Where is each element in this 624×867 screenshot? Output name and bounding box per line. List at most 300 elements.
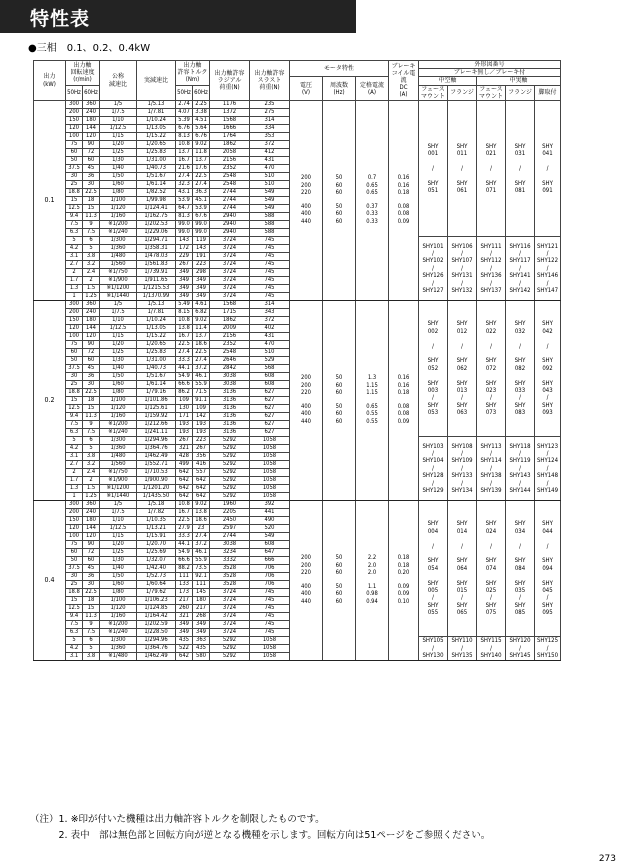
- table-cell: ※1/200: [100, 421, 137, 429]
- note-1: （注）1. ※印が付いた機種は出力軸許容トルクを制限したものです。: [30, 814, 325, 825]
- table-cell: 60: [83, 357, 100, 365]
- table-cell: 1/20: [100, 341, 137, 349]
- table-cell: 171: [176, 413, 193, 421]
- table-cell: 627: [250, 405, 290, 413]
- table-cell: 64.7: [176, 205, 193, 213]
- table-cell: 30: [83, 381, 100, 389]
- table-cell: 37.5: [66, 565, 83, 573]
- table-cell: 588: [250, 221, 290, 229]
- table-cell: 75: [66, 141, 83, 149]
- table-cell: 1/80: [100, 389, 137, 397]
- table-cell: 99.0: [176, 221, 193, 229]
- table-cell: 549: [250, 197, 290, 205]
- table-cell: 229: [176, 253, 193, 261]
- motor-spec: 200 200 220 400 400 440: [290, 101, 323, 301]
- table-cell: 642: [176, 493, 193, 501]
- table-cell: 1058: [250, 493, 290, 501]
- table-cell: 1/40.73: [137, 365, 176, 373]
- table-cell: 1/51.67: [137, 373, 176, 381]
- table-cell: 745: [250, 245, 290, 253]
- table-cell: 580: [193, 653, 210, 661]
- outline-number: SHY105 / SHY130: [419, 637, 448, 661]
- header-frequency: 周波数 (Hz): [323, 77, 356, 101]
- table-cell: 2156: [210, 333, 250, 341]
- table-cell: 1058: [250, 637, 290, 645]
- outline-number: SHY115 / SHY140: [477, 637, 506, 661]
- table-cell: 2744: [210, 197, 250, 205]
- table-cell: 1/160: [100, 413, 137, 421]
- table-cell: 1/160: [100, 613, 137, 621]
- table-cell: 2450: [210, 517, 250, 525]
- table-cell: 3.2: [83, 461, 100, 469]
- table-cell: 18.6: [193, 517, 210, 525]
- table-cell: 1/294.71: [137, 237, 176, 245]
- table-cell: 100: [66, 533, 83, 541]
- table-cell: 11.3: [83, 213, 100, 221]
- table-cell: 1/20.70: [137, 541, 176, 549]
- table-cell: 21.6: [176, 165, 193, 173]
- table-cell: 647: [250, 549, 290, 557]
- header-face-mount: フェース マウント: [419, 85, 448, 100]
- table-cell: 1/15: [100, 533, 137, 541]
- output-kw: 0.4: [34, 501, 66, 661]
- table-cell: 16.7: [176, 333, 193, 341]
- table-cell: 15: [66, 397, 83, 405]
- table-cell: 1764: [210, 133, 250, 141]
- table-cell: 300: [66, 501, 83, 509]
- table-cell: 3724: [210, 293, 250, 301]
- table-cell: 144: [83, 125, 100, 133]
- table-cell: 349: [193, 285, 210, 293]
- table-cell: 9.4: [66, 413, 83, 421]
- table-cell: 1058: [250, 469, 290, 477]
- table-cell: 12.5: [66, 205, 83, 213]
- table-cell: 1/25.83: [137, 349, 176, 357]
- table-cell: 109: [176, 397, 193, 405]
- header-brake-none: ブレーキ無し／ブレーキ付: [419, 69, 561, 77]
- table-cell: 2940: [210, 221, 250, 229]
- table-cell: 428: [176, 453, 193, 461]
- table-cell: 1/15.22: [137, 133, 176, 141]
- table-cell: 349: [176, 285, 193, 293]
- table-cell: 608: [250, 541, 290, 549]
- table-cell: 15: [66, 197, 83, 205]
- table-cell: 142: [193, 413, 210, 421]
- table-cell: 3528: [210, 581, 250, 589]
- table-cell: 2548: [210, 181, 250, 189]
- table-cell: 300: [66, 101, 83, 109]
- table-cell: 9: [83, 621, 100, 629]
- table-cell: 1/40: [100, 165, 137, 173]
- table-cell: 15: [83, 405, 100, 413]
- table-row: [34, 301, 561, 309]
- table-cell: 180: [193, 597, 210, 605]
- table-cell: 1/50: [100, 173, 137, 181]
- table-cell: 1/10.24: [137, 317, 176, 325]
- table-cell: ※1/1440: [100, 293, 137, 301]
- table-cell: 44.1: [176, 365, 193, 373]
- table-cell: 15: [83, 605, 100, 613]
- table-cell: 180: [83, 517, 100, 525]
- table-cell: 17.6: [193, 165, 210, 173]
- table-cell: 193: [176, 429, 193, 437]
- table-cell: 4.2: [66, 245, 83, 253]
- table-cell: 1058: [250, 645, 290, 653]
- table-cell: 745: [250, 629, 290, 637]
- table-cell: 349: [176, 621, 193, 629]
- table-cell: 275: [250, 109, 290, 117]
- output-kw: 0.1: [34, 101, 66, 301]
- table-cell: 44.1: [176, 541, 193, 549]
- table-cell: 143: [176, 237, 193, 245]
- outline-number: SHY123 / SHY124 / SHY148 / SHY149: [535, 437, 561, 501]
- table-cell: 1/100: [100, 397, 137, 405]
- table-cell: 3724: [210, 277, 250, 285]
- table-cell: 1/31.00: [137, 157, 176, 165]
- table-cell: 180: [83, 117, 100, 125]
- table-cell: 16.7: [176, 157, 193, 165]
- table-cell: 568: [250, 365, 290, 373]
- table-cell: 1/164.42: [137, 613, 176, 621]
- table-cell: 431: [250, 157, 290, 165]
- table-cell: 1/10: [100, 317, 137, 325]
- table-cell: 363: [193, 637, 210, 645]
- header-row: [34, 61, 561, 69]
- table-cell: ※1/750: [100, 269, 137, 277]
- motor-spec: 200 200 220 400 400 440: [290, 501, 323, 661]
- page-number: 273: [598, 854, 616, 864]
- table-cell: 86.2: [176, 389, 193, 397]
- table-cell: 50: [66, 157, 83, 165]
- table-cell: 1/20: [100, 541, 137, 549]
- table-cell: 267: [176, 261, 193, 269]
- table-cell: 10.8: [176, 317, 193, 325]
- table-cell: 111: [193, 581, 210, 589]
- table-cell: 1/10: [100, 117, 137, 125]
- table-cell: 55.9: [193, 557, 210, 565]
- table-cell: 431: [250, 333, 290, 341]
- table-cell: 349: [176, 629, 193, 637]
- table-cell: 120: [66, 325, 83, 333]
- header-hollow: 中空軸: [419, 77, 477, 85]
- table-cell: 37.5: [66, 165, 83, 173]
- table-cell: 1/360: [100, 645, 137, 653]
- table-cell: 18.8: [66, 589, 83, 597]
- table-cell: 1/710.53: [137, 469, 176, 477]
- table-cell: 1/20: [100, 141, 137, 149]
- table-cell: 1/15: [100, 133, 137, 141]
- table-cell: 5.39: [176, 117, 193, 125]
- table-cell: 2548: [210, 173, 250, 181]
- table-cell: 1/51.67: [137, 173, 176, 181]
- table-cell: 1/120: [100, 405, 137, 413]
- table-cell: 8.13: [176, 133, 193, 141]
- outline-number: SHY 021 / SHY 071: [477, 101, 506, 237]
- table-cell: 300: [66, 301, 83, 309]
- table-cell: 60: [66, 349, 83, 357]
- table-cell: 1/80: [100, 589, 137, 597]
- table-cell: 3136: [210, 421, 250, 429]
- table-cell: 349: [193, 293, 210, 301]
- table-cell: 1.5: [83, 485, 100, 493]
- header-torque-50: 50Hz: [176, 85, 193, 100]
- table-cell: 1/124.41: [137, 205, 176, 213]
- table-cell: 150: [66, 317, 83, 325]
- table-cell: 1/7.81: [137, 309, 176, 317]
- table-cell: 1/99.98: [137, 197, 176, 205]
- table-cell: 334: [250, 125, 290, 133]
- table-cell: 72: [83, 549, 100, 557]
- table-cell: 642: [193, 493, 210, 501]
- table-cell: 11.8: [193, 149, 210, 157]
- notes: [30, 812, 490, 844]
- table-cell: 5292: [210, 637, 250, 645]
- motor-spec: 1.3 1.15 1.15 0.65 0.55 0.55: [356, 301, 389, 501]
- table-cell: 3724: [210, 261, 250, 269]
- table-cell: 1: [66, 493, 83, 501]
- table-cell: 11.3: [83, 413, 100, 421]
- table-cell: 1568: [210, 117, 250, 125]
- table-cell: 1/79.16: [137, 389, 176, 397]
- table-cell: 2597: [210, 525, 250, 533]
- table-cell: 145: [193, 589, 210, 597]
- table-cell: 22.5: [176, 341, 193, 349]
- table-cell: 321: [176, 445, 193, 453]
- outline-number: SHY 024 / SHY 074 SHY 025 / SHY 075: [477, 501, 506, 637]
- table-cell: 1/61.14: [137, 381, 176, 389]
- table-cell: 5: [83, 645, 100, 653]
- table-cell: 66.6: [176, 557, 193, 565]
- table-cell: 1/30: [100, 557, 137, 565]
- table-cell: 549: [250, 205, 290, 213]
- table-cell: 1/10: [100, 517, 137, 525]
- table-cell: 6.76: [176, 125, 193, 133]
- table-cell: 6: [83, 637, 100, 645]
- table-cell: 1/162.75: [137, 213, 176, 221]
- table-cell: 2352: [210, 341, 250, 349]
- table-cell: 144: [83, 325, 100, 333]
- table-cell: 1: [66, 293, 83, 301]
- table-cell: 1/31.00: [137, 357, 176, 365]
- table-cell: 1/7.5: [100, 509, 137, 517]
- table-cell: 1/40: [100, 365, 137, 373]
- table-cell: 1/25.69: [137, 549, 176, 557]
- table-cell: 50: [66, 557, 83, 565]
- table-cell: 412: [250, 149, 290, 157]
- table-cell: 22.5: [83, 589, 100, 597]
- table-cell: 1.5: [83, 285, 100, 293]
- spec-table: [33, 60, 561, 661]
- table-cell: 13.8: [193, 509, 210, 517]
- table-cell: 3.8: [83, 653, 100, 661]
- table-cell: ※1/1200: [100, 285, 137, 293]
- table-cell: 349: [176, 277, 193, 285]
- table-cell: 5: [66, 237, 83, 245]
- header-actual-ratio: 実減速比: [137, 61, 176, 101]
- table-cell: 5292: [210, 493, 250, 501]
- table-cell: 2744: [210, 205, 250, 213]
- table-cell: ※1/900: [100, 277, 137, 285]
- table-cell: 22.5: [193, 173, 210, 181]
- table-cell: 10.8: [176, 141, 193, 149]
- table-cell: 1058: [250, 477, 290, 485]
- table-cell: 642: [193, 485, 210, 493]
- table-cell: 1/32.07: [137, 557, 176, 565]
- table-cell: 120: [66, 525, 83, 533]
- table-cell: 267: [193, 445, 210, 453]
- motor-spec: 0.16 0.16 0.18 0.08 0.08 0.09: [389, 101, 419, 301]
- table-cell: 133: [176, 581, 193, 589]
- table-cell: 13.7: [193, 333, 210, 341]
- table-cell: 529: [250, 357, 290, 365]
- motor-spec: 50 60 60 50 60 60: [323, 101, 356, 301]
- table-cell: 18: [83, 597, 100, 605]
- table-cell: 1/552.71: [137, 461, 176, 469]
- table-cell: 5292: [210, 437, 250, 445]
- table-cell: 321: [176, 613, 193, 621]
- outline-number: SHY 002 / SHY 052 SHY 003 / SHY 053: [419, 301, 448, 437]
- table-cell: 1/15: [100, 333, 137, 341]
- table-cell: 435: [193, 645, 210, 653]
- table-cell: 200: [66, 109, 83, 117]
- table-cell: 46.1: [193, 549, 210, 557]
- table-cell: 2842: [210, 365, 250, 373]
- table-cell: 6.3: [66, 629, 83, 637]
- table-cell: 267: [176, 437, 193, 445]
- table-cell: 360: [83, 101, 100, 109]
- table-cell: 510: [250, 181, 290, 189]
- table-cell: ※1/240: [100, 629, 137, 637]
- table-cell: 298: [193, 269, 210, 277]
- table-cell: 1/120: [100, 605, 137, 613]
- table-cell: 37.5: [66, 365, 83, 373]
- table-cell: 3724: [210, 597, 250, 605]
- outline-number: SHY103 / SHY104 / SHY128 / SHY129: [419, 437, 448, 501]
- table-cell: 372: [250, 317, 290, 325]
- table-cell: 9.4: [66, 213, 83, 221]
- table-cell: 27.4: [193, 181, 210, 189]
- outline-number: SHY120 / SHY145: [506, 637, 535, 661]
- table-cell: 588: [250, 213, 290, 221]
- table-cell: 3234: [210, 549, 250, 557]
- table-cell: 36: [83, 373, 100, 381]
- table-cell: 55.9: [193, 381, 210, 389]
- table-cell: 150: [66, 117, 83, 125]
- table-cell: 1/560: [100, 261, 137, 269]
- table-cell: 1/480: [100, 453, 137, 461]
- table-cell: 3724: [210, 605, 250, 613]
- table-cell: 2: [83, 477, 100, 485]
- table-cell: 200: [66, 509, 83, 517]
- table-cell: 1/125.61: [137, 405, 176, 413]
- header-solid: 中実軸: [477, 77, 561, 85]
- table-cell: 9.02: [193, 141, 210, 149]
- table-cell: 706: [250, 573, 290, 581]
- table-cell: 1/462.49: [137, 453, 176, 461]
- header-radial: 出力軸許容 ラジアル 荷重(N): [210, 61, 250, 101]
- table-cell: 50: [66, 357, 83, 365]
- table-cell: 608: [250, 373, 290, 381]
- table-cell: 642: [176, 485, 193, 493]
- table-cell: 1/360: [100, 245, 137, 253]
- table-cell: 1/13.05: [137, 125, 176, 133]
- header-flange: フランジ: [448, 85, 477, 100]
- table-cell: 36: [83, 173, 100, 181]
- table-cell: 1372: [210, 109, 250, 117]
- outline-number: SHY111 / SHY112 / SHY136 / SHY137: [477, 237, 506, 301]
- motor-spec: 0.16 0.16 0.18 0.08 0.08 0.09: [389, 301, 419, 501]
- table-cell: 9: [83, 221, 100, 229]
- table-cell: 22.5: [83, 389, 100, 397]
- table-cell: 4.07: [176, 109, 193, 117]
- table-cell: 100: [66, 333, 83, 341]
- table-cell: 2156: [210, 157, 250, 165]
- outline-number: SHY121 / SHY122 / SHY146 / SHY147: [535, 237, 561, 301]
- table-cell: 3136: [210, 413, 250, 421]
- table-cell: 349: [176, 269, 193, 277]
- table-cell: 1.25: [83, 293, 100, 301]
- table-cell: 745: [250, 605, 290, 613]
- table-cell: 1/364.76: [137, 445, 176, 453]
- table-cell: 193: [193, 421, 210, 429]
- table-cell: 27.4: [176, 173, 193, 181]
- table-cell: 372: [250, 141, 290, 149]
- table-cell: 16.7: [176, 509, 193, 517]
- table-cell: 27.9: [176, 525, 193, 533]
- header-current: 定格電流 (A): [356, 77, 389, 101]
- table-cell: 23: [193, 525, 210, 533]
- table-cell: 3.38: [193, 109, 210, 117]
- table-cell: 99.0: [176, 229, 193, 237]
- table-cell: 1/82.52: [137, 189, 176, 197]
- table-cell: 75: [66, 541, 83, 549]
- table-cell: 1/60.64: [137, 581, 176, 589]
- table-cell: 1/160: [100, 213, 137, 221]
- table-cell: 706: [250, 565, 290, 573]
- table-cell: 745: [250, 621, 290, 629]
- outline-number: SHY 014 / SHY 064 SHY 015 / SHY 065: [448, 501, 477, 637]
- table-cell: 1/478.03: [137, 253, 176, 261]
- table-cell: 2352: [210, 165, 250, 173]
- table-cell: 1862: [210, 317, 250, 325]
- table-cell: 22.5: [83, 189, 100, 197]
- table-cell: 2: [83, 277, 100, 285]
- table-cell: 588: [250, 229, 290, 237]
- table-cell: 3724: [210, 269, 250, 277]
- table-cell: 3724: [210, 237, 250, 245]
- motor-spec: 2.2 2.0 2.0 1.1 0.98 0.94: [356, 501, 389, 661]
- table-cell: 360: [83, 501, 100, 509]
- table-cell: 75: [66, 341, 83, 349]
- outline-number: SHY 042 / SHY 092 SHY 043 / SHY 093: [535, 301, 561, 437]
- table-cell: 3038: [210, 381, 250, 389]
- table-cell: 1/228.50: [137, 629, 176, 637]
- table-cell: 1/7.81: [137, 109, 176, 117]
- table-cell: 6: [83, 237, 100, 245]
- table-cell: 7.5: [83, 629, 100, 637]
- table-cell: 1/100: [100, 197, 137, 205]
- table-cell: 1/12.5: [100, 525, 137, 533]
- table-cell: 25: [66, 581, 83, 589]
- table-cell: 1/1201.20: [137, 485, 176, 493]
- table-cell: 1/25: [100, 549, 137, 557]
- table-cell: 1/30: [100, 157, 137, 165]
- table-cell: 360: [83, 301, 100, 309]
- table-cell: 642: [176, 653, 193, 661]
- table-cell: 33.3: [176, 533, 193, 541]
- table-cell: 7.5: [66, 221, 83, 229]
- table-row: [34, 501, 561, 509]
